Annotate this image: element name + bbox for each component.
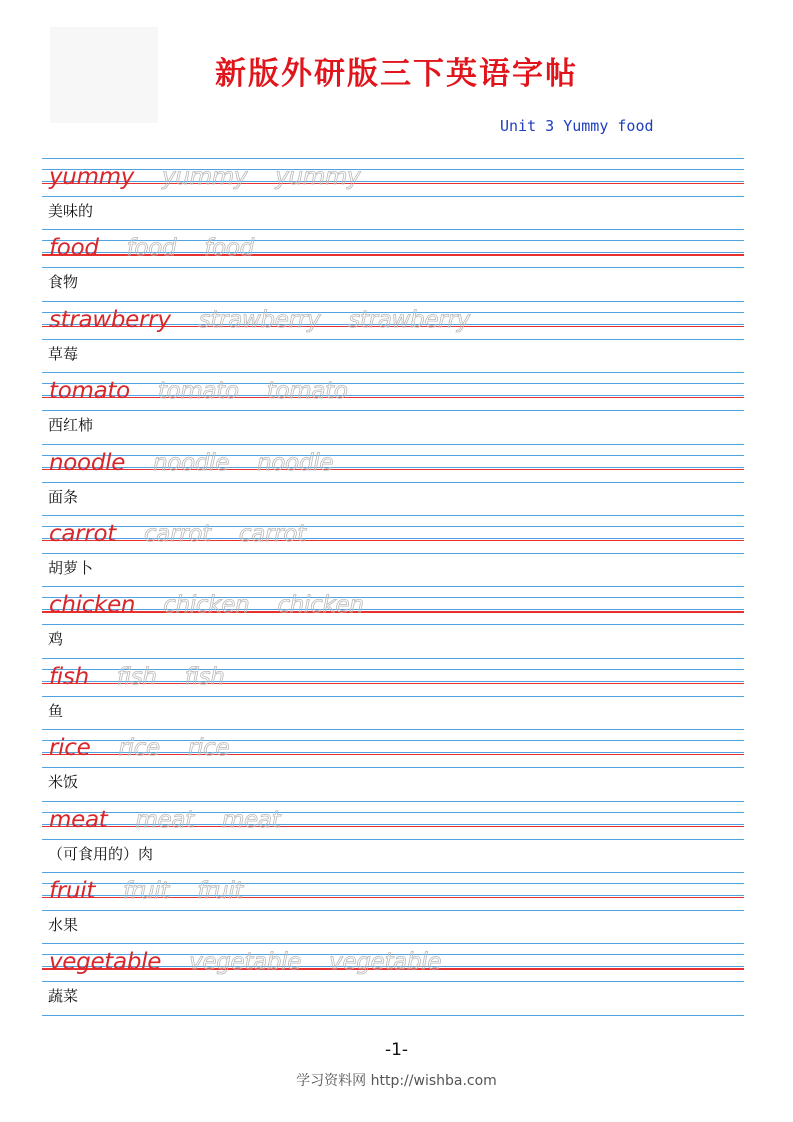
word-meaning: 胡萝卜	[48, 559, 94, 577]
trace-word: fruit	[123, 878, 170, 904]
model-word: noodle	[49, 449, 126, 476]
word-row	[42, 801, 744, 872]
model-word: fish	[49, 663, 89, 690]
guide-line	[42, 801, 744, 802]
word-practice	[49, 305, 498, 335]
guide-line	[42, 372, 744, 373]
guide-line	[42, 696, 744, 697]
word-practice	[49, 233, 282, 263]
word-meaning: 美味的	[48, 202, 94, 220]
guide-line	[42, 267, 744, 268]
trace-word: noodle	[153, 449, 230, 476]
model-word: strawberry	[49, 306, 171, 333]
trace-word: strawberry	[348, 306, 470, 333]
guide-line	[42, 981, 744, 982]
trace-word: rice	[187, 735, 230, 762]
trace-word: carrot	[238, 521, 306, 547]
word-meaning: 蔬菜	[48, 987, 79, 1006]
model-word: chicken	[49, 592, 136, 619]
word-meaning: 草莓	[48, 344, 79, 363]
word-row	[42, 729, 744, 800]
trace-word: strawberry	[198, 306, 321, 333]
word-row	[42, 444, 744, 515]
model-word: yummy	[49, 164, 135, 190]
guide-line	[42, 229, 744, 230]
guide-line	[42, 339, 744, 340]
word-row	[42, 515, 744, 586]
word-meaning: 西红柿	[48, 416, 94, 435]
word-row	[42, 586, 744, 657]
trace-word: vegetable	[329, 949, 442, 976]
word-row	[42, 158, 744, 229]
trace-word: vegetable	[189, 949, 302, 976]
trace-word: tomato	[266, 378, 348, 405]
word-practice	[49, 876, 271, 906]
word-meaning: 鱼	[48, 701, 64, 720]
guide-line	[42, 729, 744, 730]
trace-word: carrot	[143, 521, 211, 547]
word-practice	[49, 162, 388, 192]
guide-line	[42, 586, 744, 587]
page-number: -1-	[384, 1040, 409, 1060]
guide-line	[42, 910, 744, 911]
trace-word: food	[204, 235, 254, 262]
trace-word: noodle	[257, 449, 334, 476]
guide-line	[42, 839, 744, 840]
trace-word: meat	[135, 806, 194, 833]
guide-line	[42, 1015, 744, 1016]
word-practice	[49, 805, 308, 835]
word-practice	[49, 947, 469, 977]
closing-row	[42, 1015, 744, 1017]
guide-line	[42, 553, 744, 554]
trace-word: meat	[221, 806, 281, 833]
guide-line	[42, 444, 744, 445]
footer-text: 学习资料网 http://wishba.com	[296, 1073, 497, 1089]
trace-word: yummy	[275, 164, 361, 190]
model-word: food	[49, 235, 99, 262]
model-word: rice	[49, 735, 91, 762]
trace-word: fruit	[197, 878, 244, 904]
word-row	[42, 372, 744, 443]
page-title: 新版外研版三下英语字帖	[215, 56, 578, 92]
word-meaning: （可食用的）肉	[48, 844, 154, 863]
word-practice	[49, 733, 257, 763]
trace-word: chicken	[163, 592, 250, 619]
guide-line	[42, 158, 744, 159]
guide-line	[42, 767, 744, 768]
word-practice	[49, 590, 392, 620]
guide-line	[42, 301, 744, 302]
guide-line	[42, 872, 744, 873]
guide-line	[42, 515, 744, 516]
trace-word: yummy	[162, 164, 248, 190]
trace-word: fish	[184, 663, 225, 690]
word-practice	[49, 448, 361, 478]
word-meaning: 面条	[48, 487, 79, 506]
word-meaning: 米饭	[48, 773, 79, 792]
word-row	[42, 658, 744, 729]
guide-line	[42, 410, 744, 411]
word-meaning: 食物	[48, 273, 79, 292]
word-practice	[49, 519, 334, 549]
trace-word: tomato	[157, 378, 239, 405]
guide-line	[42, 943, 744, 944]
trace-word: chicken	[277, 592, 364, 619]
word-row	[42, 872, 744, 943]
word-meaning: 鸡	[48, 630, 64, 649]
model-word: meat	[49, 806, 108, 833]
guide-line	[42, 196, 744, 197]
guide-line	[42, 658, 744, 659]
word-row	[42, 229, 744, 300]
guide-line	[42, 482, 744, 483]
trace-word: food	[126, 235, 177, 262]
word-row	[42, 301, 744, 372]
trace-word: fish	[116, 663, 157, 690]
word-meaning: 水果	[48, 916, 79, 934]
word-practice	[49, 376, 376, 406]
word-row	[42, 943, 744, 1014]
model-word: tomato	[49, 378, 130, 405]
unit-title: Unit 3 Yummy food	[500, 117, 654, 135]
word-practice	[49, 662, 253, 692]
model-word: fruit	[49, 878, 96, 904]
trace-word: rice	[118, 735, 160, 762]
model-word: carrot	[49, 521, 116, 547]
guide-line	[42, 624, 744, 625]
model-word: vegetable	[49, 949, 162, 976]
